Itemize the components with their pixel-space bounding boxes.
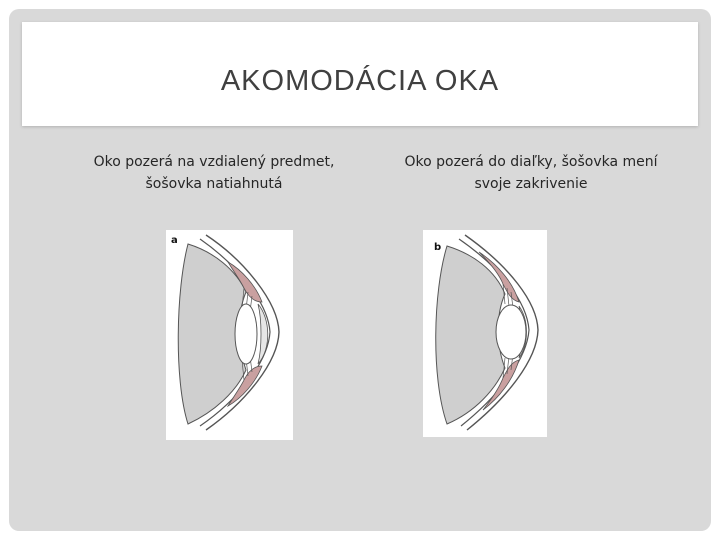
eye-diagram-a xyxy=(166,230,293,440)
left-caption-line1: Oko pozerá na vzdialený predmet, xyxy=(93,154,335,170)
left-caption-line2: šošovka natiahnutá xyxy=(145,176,283,192)
lens-a xyxy=(235,304,257,364)
slide xyxy=(9,9,711,531)
anterior-chamber-a xyxy=(258,304,268,364)
eye-diagram-b xyxy=(423,230,547,437)
right-caption-line2: svoje zakrivenie xyxy=(474,176,588,192)
eye-figure-a xyxy=(166,230,293,440)
left-caption xyxy=(64,151,364,195)
right-caption xyxy=(381,151,681,195)
eye-figure-b xyxy=(423,230,547,437)
slide-title: AKOMODÁCIA OKA xyxy=(220,65,500,97)
lens-b xyxy=(496,305,526,359)
figure-label-a: a xyxy=(171,235,178,246)
right-caption-line1: Oko pozerá do diaľky, šošovka mení xyxy=(404,154,658,170)
figure-label-b: b xyxy=(434,242,442,253)
title-box xyxy=(22,22,698,126)
